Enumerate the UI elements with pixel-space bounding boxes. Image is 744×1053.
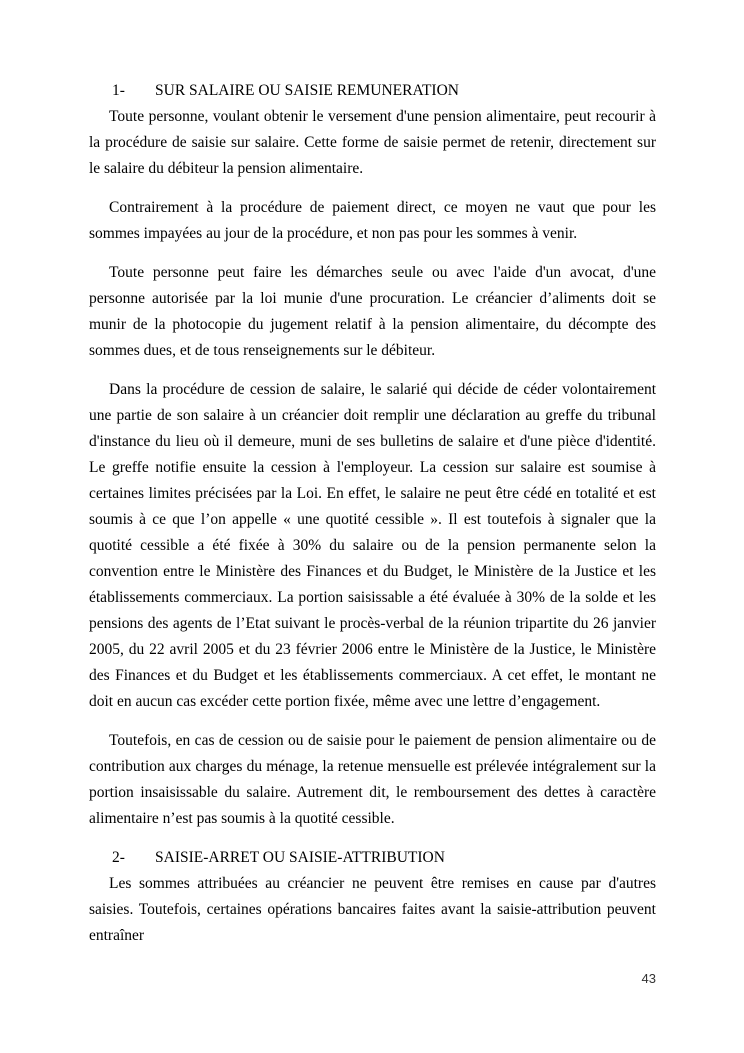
section-1-paragraph-1: Toute personne, voulant obtenir le versement d'une pension alimentaire, peut recourir à la procédure de saisie sur salaire. Cette forme de saisie permet de retenir, directement sur le salaire du débiteur la pension alimentaire. xyxy=(89,108,656,177)
section-2-number: 2- xyxy=(112,849,125,866)
section-1-paragraph-3: Toute personne peut faire les démarches seule ou avec l'aide d'un avocat, d'une personne autorisée par la loi munie d'une procuration. Le créancier d’aliments doit se munir de la photocopie du jugement relatif à la pension alimentaire, du décompte des sommes dues, et de tous renseignements sur le débiteur. xyxy=(89,264,656,359)
section-2-paragraph-1: Les sommes attribuées au créancier ne peuvent être remises en cause par d'autres saisies. Toutefois, certaines opérations bancaires faites avant la saisie-attribution peuvent entraîner xyxy=(89,875,656,944)
section-1-paragraph-2: Contrairement à la procédure de paiement direct, ce moyen ne vaut que pour les sommes impayées au jour de la procédure, et non pas pour les sommes à venir. xyxy=(89,199,656,242)
section-1-title: SUR SALAIRE OU SAISIE REMUNERATION xyxy=(155,82,459,99)
section-1-number: 1- xyxy=(112,82,125,99)
page-content xyxy=(89,78,656,949)
section-2-heading xyxy=(89,845,656,871)
page-number: 43 xyxy=(641,971,656,986)
section-1-paragraph-5: Toutefois, en cas de cession ou de saisie pour le paiement de pension alimentaire ou de contribution aux charges du ménage, la retenue mensuelle est prélevée intégralement sur la portion insaisissable du salaire. Autrement dit, le remboursement des dettes à caractère alimentaire n’est pas soumis à la quotité cessible. xyxy=(89,732,656,827)
section-1-heading xyxy=(89,78,656,104)
section-1-paragraph-4: Dans la procédure de cession de salaire, le salarié qui décide de céder volontairement une partie de son salaire à un créancier doit remplir une déclaration au greffe du tribunal d'instance du lieu où il demeure, muni de ses bulletins de salaire et d'une pièce d'identité. Le greffe notifie ensuite la cession à l'employeur. La cession sur salaire est soumise à certaines limites précisées par la Loi. En effet, le salaire ne peut être cédé en totalité et est soumis à ce que l’on appelle « une quotité cessible ». Il est toutefois à signaler que la quotité cessible a été fixée à 30% du salaire ou de la pension permanente selon la convention entre le Ministère des Finances et du Budget, le Ministère de la Justice et les établissements commerciaux. La portion saisissable a été évaluée à 30% de la solde et les pensions des agents de l’Etat suivant le procès-verbal de la réunion tripartite du 26 janvier 2005, du 22 avril 2005 et du 23 février 2006 entre le Ministère de la Justice, le Ministère des Finances et du Budget et les établissements commerciaux. A cet effet, le montant ne doit en aucun cas excéder cette portion fixée, même avec une lettre d’engagement. xyxy=(89,381,656,710)
section-2-title: SAISIE-ARRET OU SAISIE-ATTRIBUTION xyxy=(155,849,445,866)
